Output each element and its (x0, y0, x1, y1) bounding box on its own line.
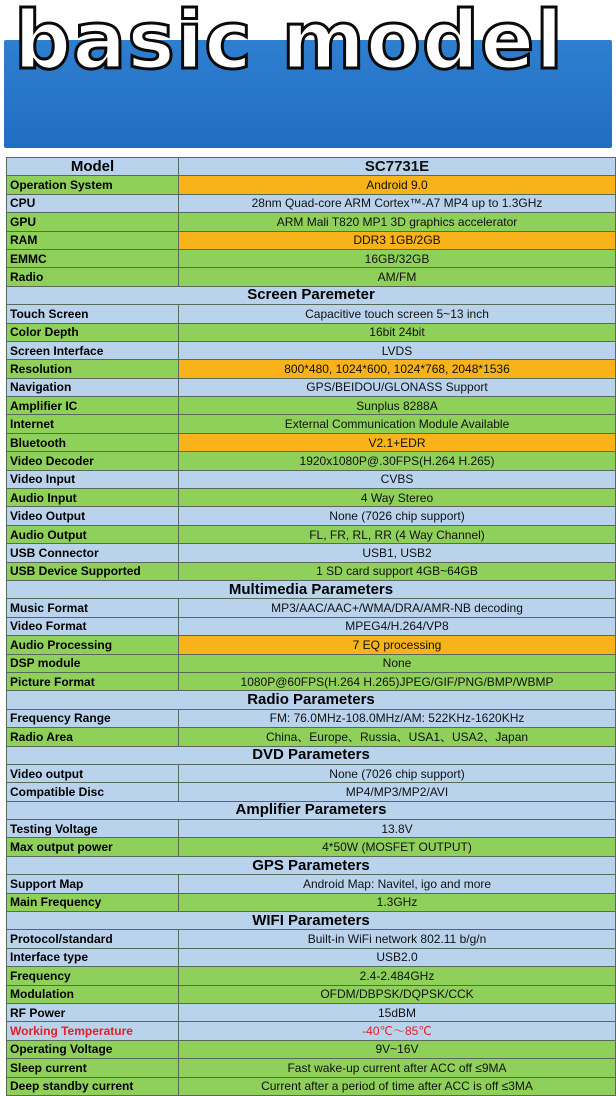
spec-row (7, 231, 616, 249)
spec-value: Built-in WiFi network 802.11 b/g/n (179, 930, 616, 948)
spec-label: Frequency Range (7, 709, 179, 727)
spec-value: 7 EQ processing (179, 636, 616, 654)
spec-table (6, 157, 616, 1096)
spec-value: Android Map: Navitel, igo and more (179, 875, 616, 893)
spec-value: MP3/AAC/AAC+/WMA/DRA/AMR-NB decoding (179, 599, 616, 617)
spec-row (7, 341, 616, 359)
spec-row (7, 967, 616, 985)
spec-value: 16bit 24bit (179, 323, 616, 341)
spec-label: Video output (7, 764, 179, 782)
spec-value: MP4/MP3/MP2/AVI (179, 783, 616, 801)
spec-label: Radio Area (7, 728, 179, 746)
spec-row (7, 617, 616, 635)
spec-row (7, 378, 616, 396)
spec-row (7, 930, 616, 948)
spec-row (7, 562, 616, 580)
spec-row (7, 249, 616, 267)
spec-value: Capacitive touch screen 5~13 inch (179, 305, 616, 323)
spec-value: 4 Way Stereo (179, 489, 616, 507)
spec-value: 1 SD card support 4GB~64GB (179, 562, 616, 580)
spec-value: 4*50W (MOSFET OUTPUT) (179, 838, 616, 856)
table-header-row (7, 158, 616, 176)
spec-row (7, 709, 616, 727)
spec-row (7, 525, 616, 543)
section-title: DVD Parameters (7, 746, 616, 764)
spec-value: ARM Mali T820 MP1 3D graphics accelerator (179, 213, 616, 231)
spec-row (7, 985, 616, 1003)
spec-row (7, 636, 616, 654)
spec-row (7, 820, 616, 838)
spec-value: 1920x1080P@.30FPS(H.264 H.265) (179, 452, 616, 470)
spec-sheet (6, 157, 616, 1096)
spec-row (7, 194, 616, 212)
spec-value: Fast wake-up current after ACC off ≤9MA (179, 1059, 616, 1077)
spec-label: GPU (7, 213, 179, 231)
spec-row (7, 893, 616, 911)
spec-value: AM/FM (179, 268, 616, 286)
spec-value: 1080P@60FPS(H.264 H.265)JPEG/GIF/PNG/BMP/WBMP (179, 672, 616, 690)
section-header-row (7, 580, 616, 598)
spec-label: Support Map (7, 875, 179, 893)
spec-value: CVBS (179, 470, 616, 488)
spec-row (7, 672, 616, 690)
spec-label: Audio Processing (7, 636, 179, 654)
spec-label: Interface type (7, 948, 179, 966)
spec-label: Resolution (7, 360, 179, 378)
section-title: Amplifier Parameters (7, 801, 616, 819)
spec-label: Max output power (7, 838, 179, 856)
spec-label: USB Connector (7, 544, 179, 562)
spec-label: Video Format (7, 617, 179, 635)
spec-label: Video Output (7, 507, 179, 525)
spec-label: Screen Interface (7, 341, 179, 359)
spec-row (7, 268, 616, 286)
spec-value: External Communication Module Available (179, 415, 616, 433)
spec-row (7, 838, 616, 856)
spec-label: Video Input (7, 470, 179, 488)
spec-value: USB1, USB2 (179, 544, 616, 562)
spec-label: Operation System (7, 176, 179, 194)
spec-value: None (7026 chip support) (179, 507, 616, 525)
section-header-row (7, 691, 616, 709)
spec-row (7, 1003, 616, 1021)
spec-label: Audio Input (7, 489, 179, 507)
spec-row (7, 728, 616, 746)
spec-row (7, 654, 616, 672)
spec-label: RF Power (7, 1003, 179, 1021)
spec-label: Compatible Disc (7, 783, 179, 801)
spec-label: CPU (7, 194, 179, 212)
spec-value: GPS/BEIDOU/GLONASS Support (179, 378, 616, 396)
section-header-row (7, 746, 616, 764)
spec-value: 800*480, 1024*600, 1024*768, 2048*1536 (179, 360, 616, 378)
spec-label: Working Temperature (7, 1022, 179, 1040)
spec-value: 16GB/32GB (179, 249, 616, 267)
spec-value: Current after a period of time after ACC is off ≤3MA (179, 1077, 616, 1095)
spec-value: 9V~16V (179, 1040, 616, 1058)
section-header-row (7, 856, 616, 874)
spec-label: DSP module (7, 654, 179, 672)
spec-value: USB2.0 (179, 948, 616, 966)
section-title: Radio Parameters (7, 691, 616, 709)
spec-row (7, 397, 616, 415)
spec-label: Bluetooth (7, 433, 179, 451)
spec-row (7, 470, 616, 488)
spec-row (7, 176, 616, 194)
spec-row (7, 764, 616, 782)
spec-value: China、Europe、Russia、USA1、USA2、Japan (179, 728, 616, 746)
spec-value: None (7026 chip support) (179, 764, 616, 782)
section-title: Screen Paremeter (7, 286, 616, 304)
spec-value: V2.1+EDR (179, 433, 616, 451)
section-title: GPS Parameters (7, 856, 616, 874)
spec-label: Radio (7, 268, 179, 286)
spec-label: RAM (7, 231, 179, 249)
spec-row (7, 360, 616, 378)
header-value: SC7731E (179, 158, 616, 176)
spec-row (7, 433, 616, 451)
spec-label: Picture Format (7, 672, 179, 690)
spec-label: USB Device Supported (7, 562, 179, 580)
spec-value: None (179, 654, 616, 672)
spec-label: Frequency (7, 967, 179, 985)
spec-label: Deep standby current (7, 1077, 179, 1095)
spec-value: LVDS (179, 341, 616, 359)
spec-label: Music Format (7, 599, 179, 617)
spec-value: 13.8V (179, 820, 616, 838)
spec-row (7, 415, 616, 433)
spec-row (7, 1040, 616, 1058)
spec-value: DDR3 1GB/2GB (179, 231, 616, 249)
spec-label: Main Frequency (7, 893, 179, 911)
spec-label: Internet (7, 415, 179, 433)
spec-row (7, 875, 616, 893)
spec-row (7, 305, 616, 323)
spec-label: Modulation (7, 985, 179, 1003)
header-label: Model (7, 158, 179, 176)
spec-row (7, 544, 616, 562)
spec-value: FL, FR, RL, RR (4 Way Channel) (179, 525, 616, 543)
spec-label: Testing Voltage (7, 820, 179, 838)
spec-label: Video Decoder (7, 452, 179, 470)
spec-row (7, 783, 616, 801)
spec-value: 2.4-2.484GHz (179, 967, 616, 985)
spec-label: Color Depth (7, 323, 179, 341)
spec-label: Sleep current (7, 1059, 179, 1077)
spec-row (7, 213, 616, 231)
section-title: Multimedia Parameters (7, 580, 616, 598)
section-title: WIFI Parameters (7, 912, 616, 930)
spec-value: Android 9.0 (179, 176, 616, 194)
spec-value: 28nm Quad-core ARM Cortex™-A7 MP4 up to 1.3GHz (179, 194, 616, 212)
spec-value: Sunplus 8288A (179, 397, 616, 415)
spec-label: EMMC (7, 249, 179, 267)
spec-label: Protocol/standard (7, 930, 179, 948)
section-header-row (7, 286, 616, 304)
spec-value: 15dBM (179, 1003, 616, 1021)
spec-label: Touch Screen (7, 305, 179, 323)
spec-row (7, 599, 616, 617)
section-header-row (7, 801, 616, 819)
spec-row (7, 323, 616, 341)
spec-value: -40℃～85℃ (179, 1022, 616, 1040)
spec-row (7, 1059, 616, 1077)
spec-row (7, 452, 616, 470)
spec-label: Operating Voltage (7, 1040, 179, 1058)
spec-label: Amplifier IC (7, 397, 179, 415)
spec-value: MPEG4/H.264/VP8 (179, 617, 616, 635)
spec-value: OFDM/DBPSK/DQPSK/CCK (179, 985, 616, 1003)
banner (0, 0, 616, 150)
spec-label: Navigation (7, 378, 179, 396)
spec-row (7, 948, 616, 966)
banner-title: basic model (14, 0, 564, 87)
spec-row (7, 1077, 616, 1095)
spec-label: Audio Output (7, 525, 179, 543)
spec-row (7, 1022, 616, 1040)
spec-row (7, 507, 616, 525)
spec-value: 1.3GHz (179, 893, 616, 911)
section-header-row (7, 912, 616, 930)
spec-row (7, 489, 616, 507)
spec-value: FM: 76.0MHz-108.0MHz/AM: 522KHz-1620KHz (179, 709, 616, 727)
